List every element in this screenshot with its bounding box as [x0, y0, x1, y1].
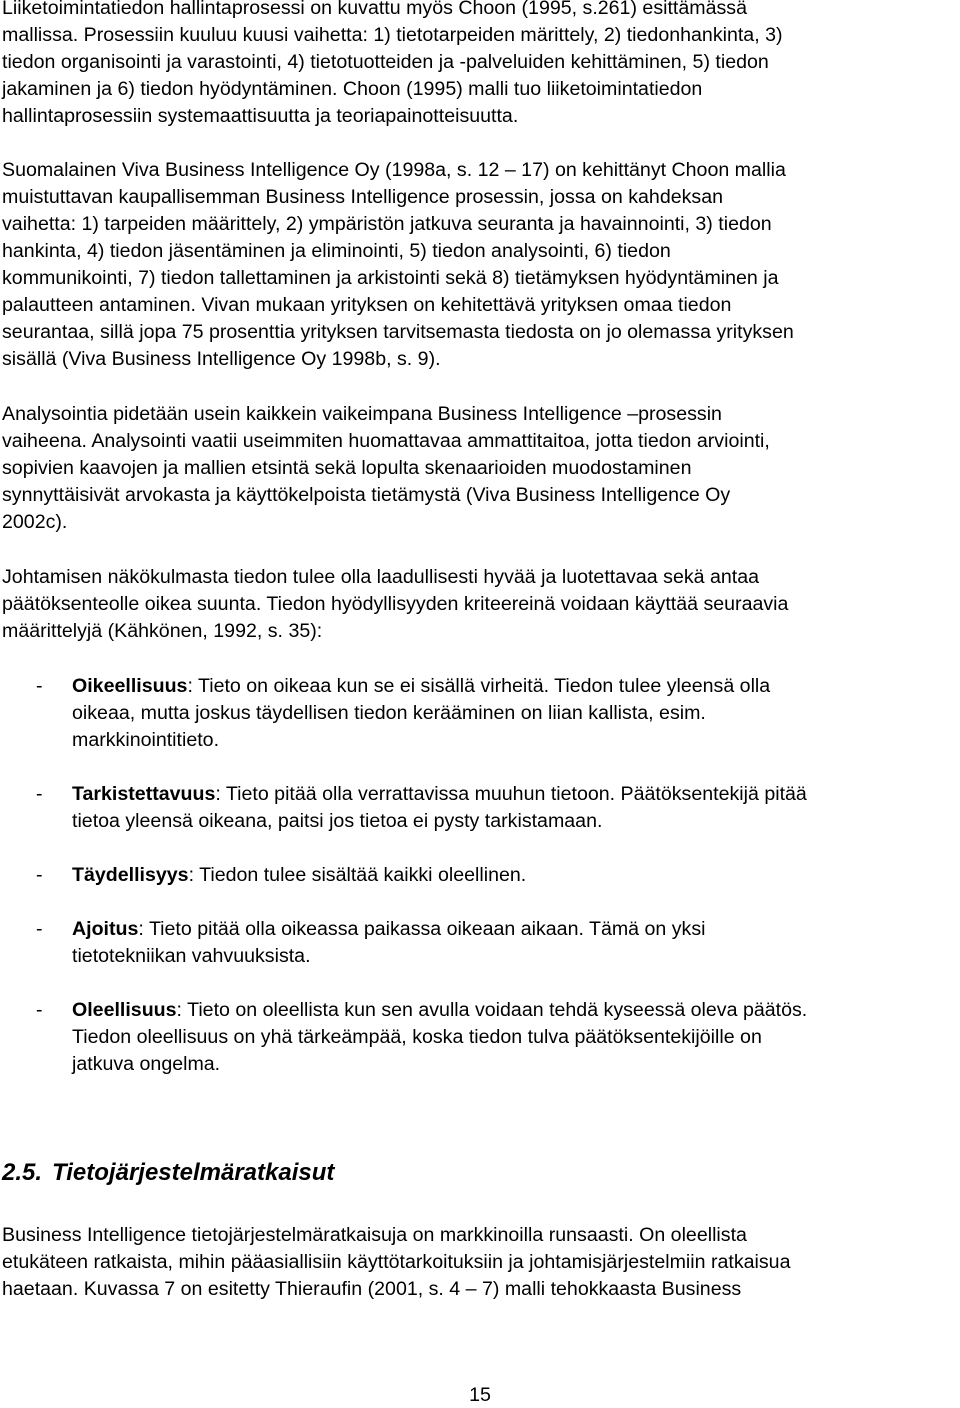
text-line: Liiketoimintatiedon hallintaprosessi on kuvattu myös Choon (1995, s.261) esittämässä — [2, 0, 747, 19]
list-text: : Tieto pitää olla verrattavissa muuhun tietoon. Päätöksentekijä pitää — [215, 783, 807, 805]
page-number: 15 — [469, 1384, 491, 1406]
text-line: jakaminen ja 6) tiedon hyödyntäminen. Choon (1995) malli tuo liiketoimintatiedon — [2, 78, 703, 100]
list-text: : Tieto on oleellista kun sen avulla voidaan tehdä kyseessä oleva päätös. — [176, 999, 808, 1021]
text-line: hankinta, 4) tiedon jäsentäminen ja eliminointi, 5) tiedon analysointi, 6) tiedon — [2, 240, 671, 262]
text-line: seurantaa, sillä jopa 75 prosenttia yrityksen tarvitsemasta tiedosta on jo olemassa yrityksen — [2, 321, 794, 343]
list-term: Tarkistettavuus — [72, 783, 216, 805]
text-line: tiedon organisointi ja varastointi, 4) tietotuotteiden ja -palveluiden kehittäminen, 5) tiedon — [2, 51, 769, 73]
list-text: : Tieto on oikeaa kun se ei sisällä virheitä. Tiedon tulee yleensä olla — [187, 675, 771, 697]
paragraph-management-view — [2, 564, 958, 645]
text-line: mallissa. Prosessiin kuuluu kuusi vaihetta: 1) tietotarpeiden märittely, 2) tiedonhankinta, 3) — [2, 24, 783, 46]
list-term: Oikeellisuus — [72, 675, 188, 697]
text-line: hallintaprosessiin systemaattisuutta ja teoriapainotteisuutta. — [2, 105, 519, 127]
text-line: Analysointia pidetään usein kaikkein vaikeimpana Business Intelligence –prosessin — [2, 403, 722, 425]
list-dash: - — [36, 675, 43, 697]
text-line: synnyttäisivät arvokasta ja käyttökelpoista tietämystä (Viva Business Intelligence Oy — [2, 484, 731, 506]
text-line: päätöksenteolle oikea suunta. Tiedon hyödyllisyyden kriteereinä voidaan käyttää seuraavia — [2, 593, 789, 615]
text-line: jatkuva ongelma. — [72, 1053, 221, 1075]
list-item-first-line — [72, 916, 706, 943]
text-line: sopivien kaavojen ja mallien etsintä sekä lopulta skenaarioiden muodostaminen — [2, 457, 692, 479]
list-dash: - — [36, 918, 43, 940]
section-heading — [2, 1157, 334, 1189]
text-line: muistuttavan kaupallisemman Business Intelligence prosessin, jossa on kahdeksan — [2, 186, 724, 208]
text-line: vaihetta: 1) tarpeiden määrittely, 2) ympäristön jatkuva seuranta ja havainnointi, 3) tiedon — [2, 213, 772, 235]
section-number: 2.5. — [2, 1159, 43, 1186]
list-dash: - — [36, 864, 43, 886]
text-line: Johtamisen näkökulmasta tiedon tulee olla laadullisesti hyvää ja luotettavaa sekä antaa — [2, 566, 760, 588]
list-item-first-line — [72, 997, 807, 1024]
text-line: haetaan. Kuvassa 7 on esitetty Thieraufin (2001, s. 4 – 7) malli tehokkaasta Business — [2, 1278, 742, 1300]
list-term: Täydellisyys — [72, 864, 189, 886]
text-line: kommunikointi, 7) tiedon tallettaminen ja arkistointi sekä 8) tietämyksen hyödyntäminen ja — [2, 267, 779, 289]
text-line: markkinointitieto. — [72, 729, 220, 751]
text-line: oikeaa, mutta joskus täydellisen tiedon kerääminen on liian kallista, esim. — [72, 702, 706, 724]
list-item-first-line — [72, 862, 526, 889]
paragraph-choo-model — [2, 0, 958, 130]
paragraph-analysis — [2, 401, 958, 536]
text-line: 2002c). — [2, 511, 68, 533]
text-line: Suomalainen Viva Business Intelligence Oy (1998a, s. 12 – 17) on kehittänyt Choon mallia — [2, 159, 786, 181]
list-dash: - — [36, 999, 43, 1021]
list-item-first-line — [72, 781, 807, 808]
list-text: : Tiedon tulee sisältää kaikki oleellinen. — [188, 864, 527, 886]
list-text: : Tieto pitää olla oikeassa paikassa oikeaan aikaan. Tämä on yksi — [138, 918, 706, 940]
text-line: Business Intelligence tietojärjestelmäratkaisuja on markkinoilla runsaasti. On oleellista — [2, 1224, 747, 1246]
section-title: Tietojärjestelmäratkaisut — [52, 1159, 335, 1186]
text-line: vaiheena. Analysointi vaatii useimmiten huomattavaa ammattitaitoa, jotta tiedon arviointi, — [2, 430, 770, 452]
list-term: Oleellisuus — [72, 999, 177, 1021]
paragraph-bi-solutions — [2, 1222, 958, 1303]
text-line: Tiedon oleellisuus on yhä tärkeämpää, koska tiedon tulva päätöksentekijöille on — [72, 1026, 762, 1048]
text-line: tietotekniikan vahvuuksista. — [72, 945, 311, 967]
text-line: etukäteen ratkaista, mihin pääasiallisiin käyttötarkoituksiin ja johtamisjärjestelmiin ratkaisua — [2, 1251, 791, 1273]
list-dash: - — [36, 783, 43, 805]
text-line: määrittelyjä (Kähkönen, 1992, s. 35): — [2, 620, 323, 642]
text-line: sisällä (Viva Business Intelligence Oy 1998b, s. 9). — [2, 348, 441, 370]
text-line: tietoa yleensä oikeana, paitsi jos tietoa ei pysty tarkistamaan. — [72, 810, 603, 832]
text-line: palautteen antaminen. Vivan mukaan yrityksen on kehitettävä yrityksen omaa tiedon — [2, 294, 732, 316]
list-term: Ajoitus — [72, 918, 139, 940]
paragraph-viva-process — [2, 157, 958, 373]
list-item-first-line — [72, 673, 770, 700]
